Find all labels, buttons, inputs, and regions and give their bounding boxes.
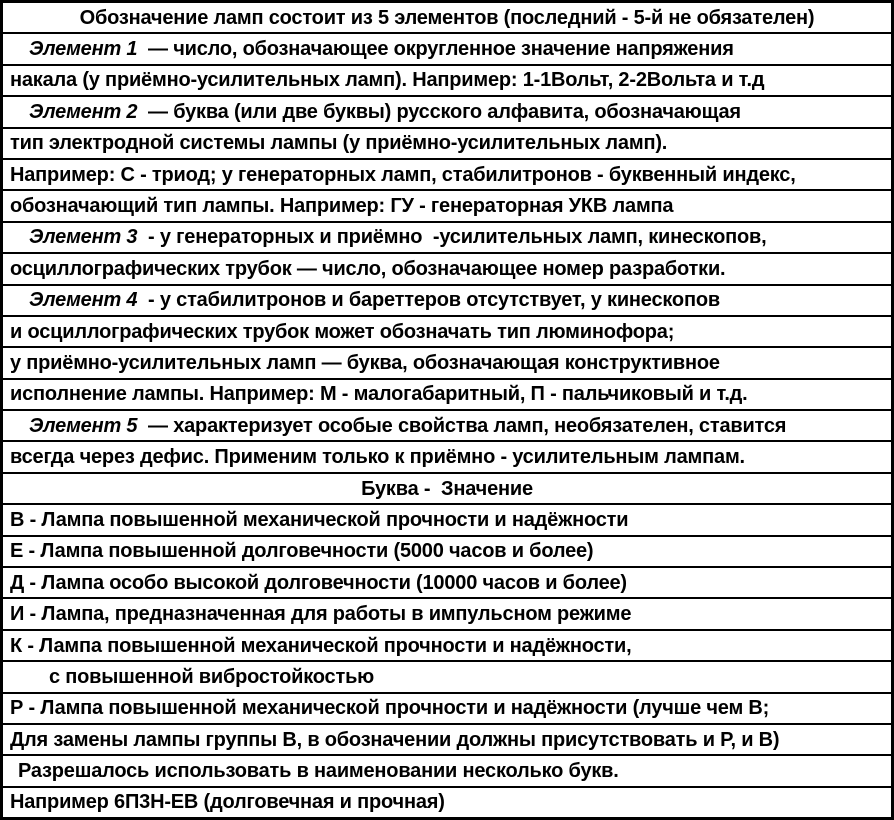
table-row [3,189,891,220]
table-row [3,3,891,32]
row-text: Д - Лампа особо высокой долговечности (10000 часов и более) [10,571,627,594]
table-row [3,252,891,283]
table-row [3,378,891,409]
table-row [3,629,891,660]
row-text: Р - Лампа повышенной механической прочности и надёжности (лучше чем В; [10,697,770,720]
table-row [3,32,891,63]
table-row [3,284,891,315]
row-text: с повышенной вибростойкостью [49,665,375,688]
row-text: Е - Лампа повышенной долговечности (5000 часов и более) [10,540,594,563]
table-row [3,409,891,440]
row-text: всегда через дефис. Применим только к приёмно - усилительным лампам. [10,446,745,469]
element-label: Элемент 4 [29,289,138,312]
table-row [3,346,891,377]
table-row [3,127,891,158]
row-text: В - Лампа повышенной механической прочности и надёжности [10,508,629,531]
table-row [3,535,891,566]
table-row [3,440,891,471]
row-text: - у генераторных и приёмно -усилительных ламп, кинескопов, [137,226,767,249]
row-text: обозначающий тип лампы. Например: ГУ - генераторная УКВ лампа [10,195,674,218]
row-text: — буква (или две буквы) русского алфавита, обозначающая [137,100,741,123]
table-row [3,64,891,95]
row-text: тип электродной системы лампы (у приёмно-усилительных ламп). [10,132,668,155]
table-row [3,221,891,252]
row-text: Например: С - триод; у генераторных ламп, стабилитронов - буквенный индекс, [10,163,796,186]
table-row [3,754,891,785]
row-text: - у стабилитронов и бареттеров отсутствует, у кинескопов [137,289,720,312]
row-text: накала (у приёмно-усилительных ламп). Например: 1-1Вольт, 2-2Вольта и т.д [10,69,765,92]
table-row [3,723,891,754]
table-row [3,472,891,503]
table-row [3,158,891,189]
row-text: у приёмно-усилительных ламп — буква, обозначающая конструктивное [10,351,720,374]
row-text: Например 6П3Н-ЕВ (долговечная и прочная) [10,791,445,814]
row-text: осциллографических трубок — число, обозначающее номер разработки. [10,257,726,280]
row-text: Буква - Значение [361,477,533,500]
table-row [3,503,891,534]
row-text: К - Лампа повышенной механической прочности и надёжности, [10,634,632,657]
table-row [3,95,891,126]
table-row [3,315,891,346]
row-text: и осциллографических трубок может обозначать тип люминофора; [10,320,675,343]
row-text: И - Лампа, предназначенная для работы в импульсном режиме [10,603,632,626]
element-label: Элемент 3 [29,226,138,249]
table-row [3,692,891,723]
table-row [3,786,891,817]
row-text: Обозначение ламп состоит из 5 элементов (последний - 5-й не обязателен) [79,6,815,29]
row-text: Для замены лампы группы В, в обозначении должны присутствовать и Р, и В) [10,728,780,751]
element-label: Элемент 2 [29,100,138,123]
row-text: Разрешалось использовать в наименовании несколько букв. [18,760,619,783]
element-label: Элемент 1 [29,38,138,61]
table-row [3,660,891,691]
row-text: — число, обозначающее округленное значение напряжения [137,38,734,61]
row-text: исполнение лампы. Например: М - малогабаритный, П - пальчиковый и т.д. [10,383,748,406]
element-label: Элемент 5 [29,414,138,437]
table-row [3,566,891,597]
row-text: — характеризует особые свойства ламп, необязателен, ставится [137,414,787,437]
table-row [3,597,891,628]
